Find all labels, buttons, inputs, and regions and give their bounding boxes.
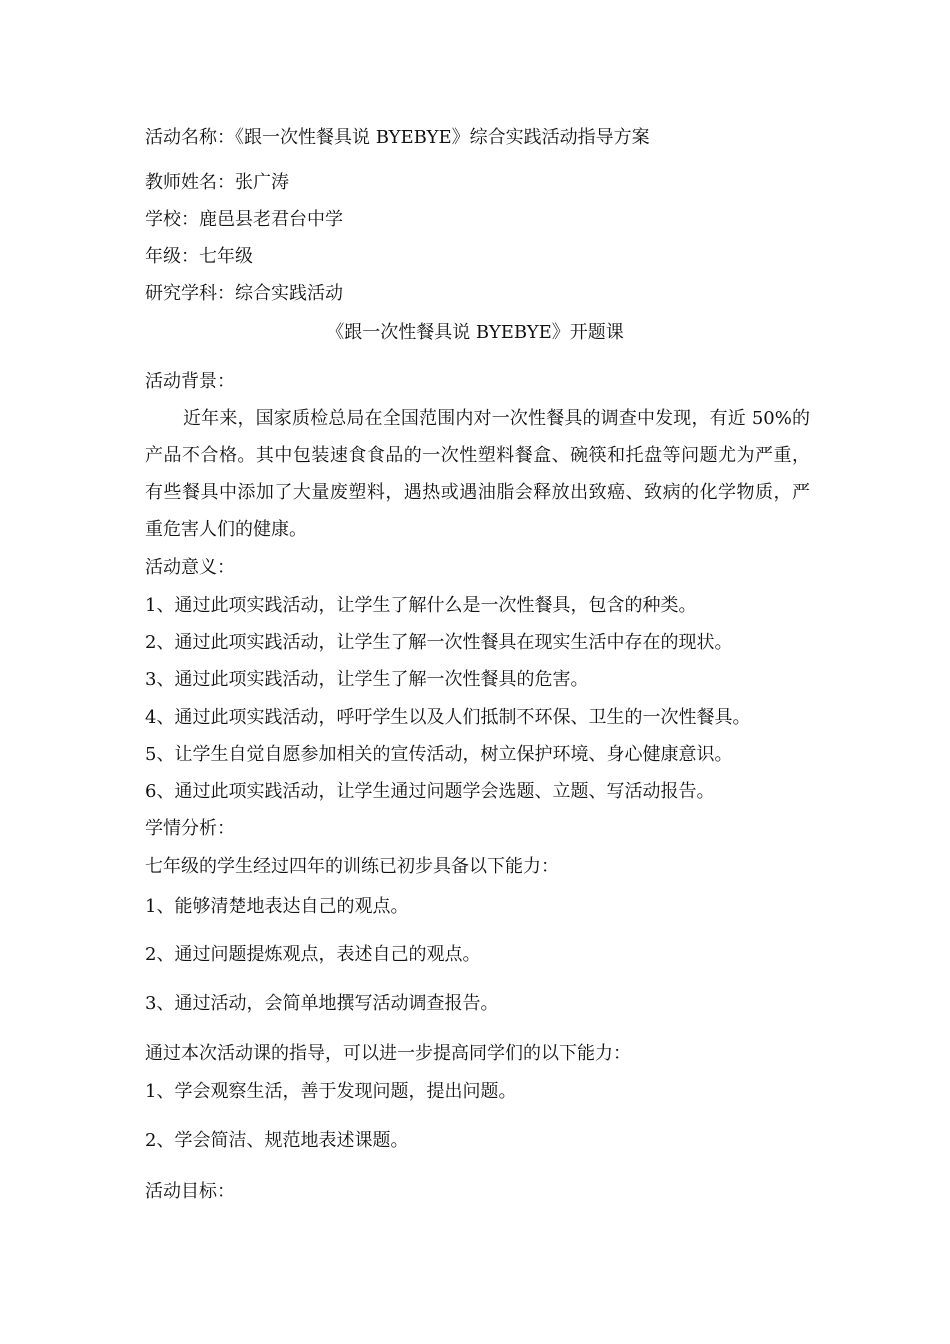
significance-item-5: 5、让学生自觉自愿参加相关的宣传活动，树立保护环境、身心健康意识。 <box>145 744 733 765</box>
school-name: 学校：鹿邑县老君台中学 <box>145 209 343 230</box>
significance-item-3: 3、通过此项实践活动，让学生了解一次性餐具的危害。 <box>145 669 589 690</box>
analysis-heading: 学情分析： <box>145 818 235 839</box>
analysis-item-2: 2、通过问题提炼观点，表述自己的观点。 <box>145 944 481 965</box>
analysis-item-3: 3、通过活动，会简单地撰写活动调查报告。 <box>145 993 499 1014</box>
significance-item-6: 6、通过此项实践活动，让学生通过问题学会选题、立题、写活动报告。 <box>145 781 715 802</box>
grade-level: 年级：七年级 <box>145 246 253 267</box>
significance-heading: 活动意义： <box>145 557 235 578</box>
lesson-title: 《跟一次性餐具说 BYEBYE》开题课 <box>326 322 624 343</box>
goals-heading: 活动目标： <box>145 1181 235 1202</box>
analysis-ability-1: 1、学会观察生活，善于发现问题，提出问题。 <box>145 1081 517 1102</box>
activity-name: 活动名称：《跟一次性餐具说 BYEBYE》综合实践活动指导方案 <box>145 127 650 148</box>
teacher-name: 教师姓名：张广涛 <box>145 172 289 193</box>
analysis-intro-2: 通过本次活动课的指导，可以进一步提高同学们的以下能力： <box>145 1043 631 1064</box>
background-paragraph: 近年来，国家质检总局在全国范围内对一次性餐具的调查中发现，有近 50%的产品不合格。其中包装速食食品的一次性塑料餐盒、碗筷和托盘等问题尤为严重，有些餐具中添加了大量废塑料，遇热或遇油脂会释放出致癌、致病的化学物质，严重危害人们的健康。 <box>145 408 810 540</box>
background-heading: 活动背景： <box>145 371 235 392</box>
significance-item-1: 1、通过此项实践活动，让学生了解什么是一次性餐具，包含的种类。 <box>145 595 697 616</box>
significance-item-4: 4、通过此项实践活动，呼吁学生以及人们抵制不环保、卫生的一次性餐具。 <box>145 707 751 728</box>
research-subject: 研究学科：综合实践活动 <box>145 283 343 304</box>
significance-item-2: 2、通过此项实践活动，让学生了解一次性餐具在现实生活中存在的现状。 <box>145 632 733 653</box>
analysis-intro: 七年级的学生经过四年的训练已初步具备以下能力： <box>145 856 559 877</box>
analysis-ability-2: 2、学会简洁、规范地表述课题。 <box>145 1130 409 1151</box>
analysis-item-1: 1、能够清楚地表达自己的观点。 <box>145 896 409 917</box>
